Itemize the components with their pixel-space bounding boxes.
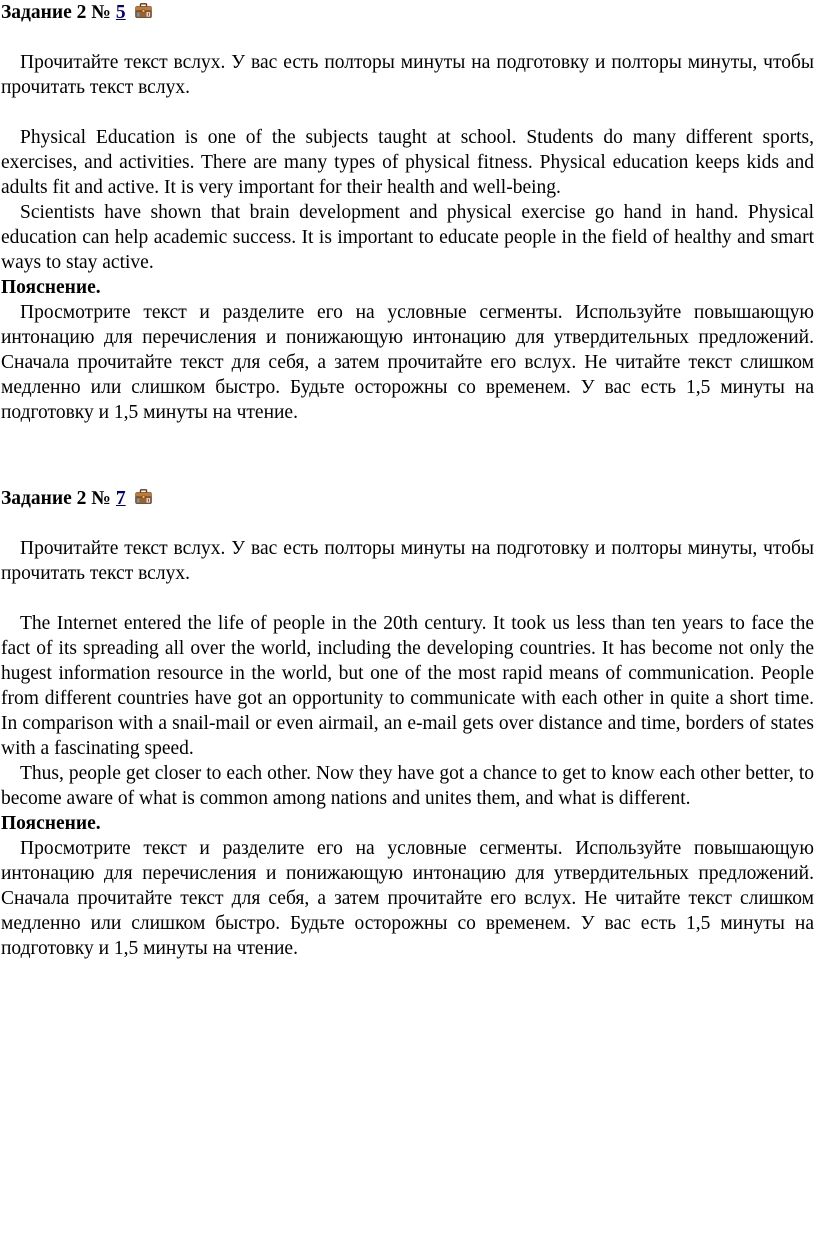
reading-paragraph: The Internet entered the life of people in the 20th century. It took us less than ten years to face the fact of its spreading all over the world, including the developing countries. It has become not only the hugest information resource in the world, but one of the most rapid means of communication. People from different countries have got an opportunity to communicate with each other in quite a short time. In comparison with a snail-mail or even airmail, an e-mail gets over distance and time, borders of states with a fascinating speed.	[1, 613, 814, 759]
task-7	[1, 486, 814, 961]
briefcase-icon[interactable]	[135, 0, 152, 15]
reading-paragraph: Thus, people get closer to each other. Now they have got a chance to get to know each other better, to become aware of what is common among nations and unites them, and what is different.	[1, 763, 814, 809]
task-heading-text: Задание 2 №	[1, 488, 111, 509]
explanation-text: Просмотрите текст и разделите его на условные сегменты. Используйте повышающую интонацию для перечисления и понижающую интонацию для утвердительных предложений. Сначала прочитайте текст для себя, а затем прочитайте его вслух. Не читайте текст слишком медленно или слишком быстро. Будьте осторожны со временем. У вас есть 1,5 минуты на подготовку и 1,5 минуты на чтение.	[1, 302, 814, 423]
explanation-label: Пояснение.	[1, 813, 101, 834]
explanation-label: Пояснение.	[1, 277, 101, 298]
task-number-link[interactable]: 7	[115, 488, 126, 509]
task-5	[1, 0, 814, 425]
explanation-text: Просмотрите текст и разделите его на условные сегменты. Используйте повышающую интонацию для перечисления и понижающую интонацию для утвердительных предложений. Сначала прочитайте текст для себя, а затем прочитайте его вслух. Не читайте текст слишком медленно или слишком быстро. Будьте осторожны со временем. У вас есть 1,5 минуты на подготовку и 1,5 минуты на чтение.	[1, 838, 814, 959]
reading-paragraph: Scientists have shown that brain development and physical exercise go hand in hand. Physical education can help academic success. It is important to educate people in the field of healthy and smart ways to stay active.	[1, 202, 814, 273]
task-heading	[1, 486, 814, 511]
reading-paragraph: Physical Education is one of the subjects taught at school. Students do many different sports, exercises, and activities. There are many types of physical fitness. Physical education keeps kids and adults fit and active. It is very important for their health and well-being.	[1, 127, 814, 198]
briefcase-icon[interactable]	[135, 486, 152, 501]
task-instruction: Прочитайте текст вслух. У вас есть полторы минуты на подготовку и полторы минуты, чтобы прочитать текст вслух.	[1, 538, 814, 584]
task-heading	[1, 0, 814, 25]
task-number-link[interactable]: 5	[115, 2, 126, 23]
task-instruction: Прочитайте текст вслух. У вас есть полторы минуты на подготовку и полторы минуты, чтобы прочитать текст вслух.	[1, 52, 814, 98]
task-heading-text: Задание 2 №	[1, 2, 111, 23]
